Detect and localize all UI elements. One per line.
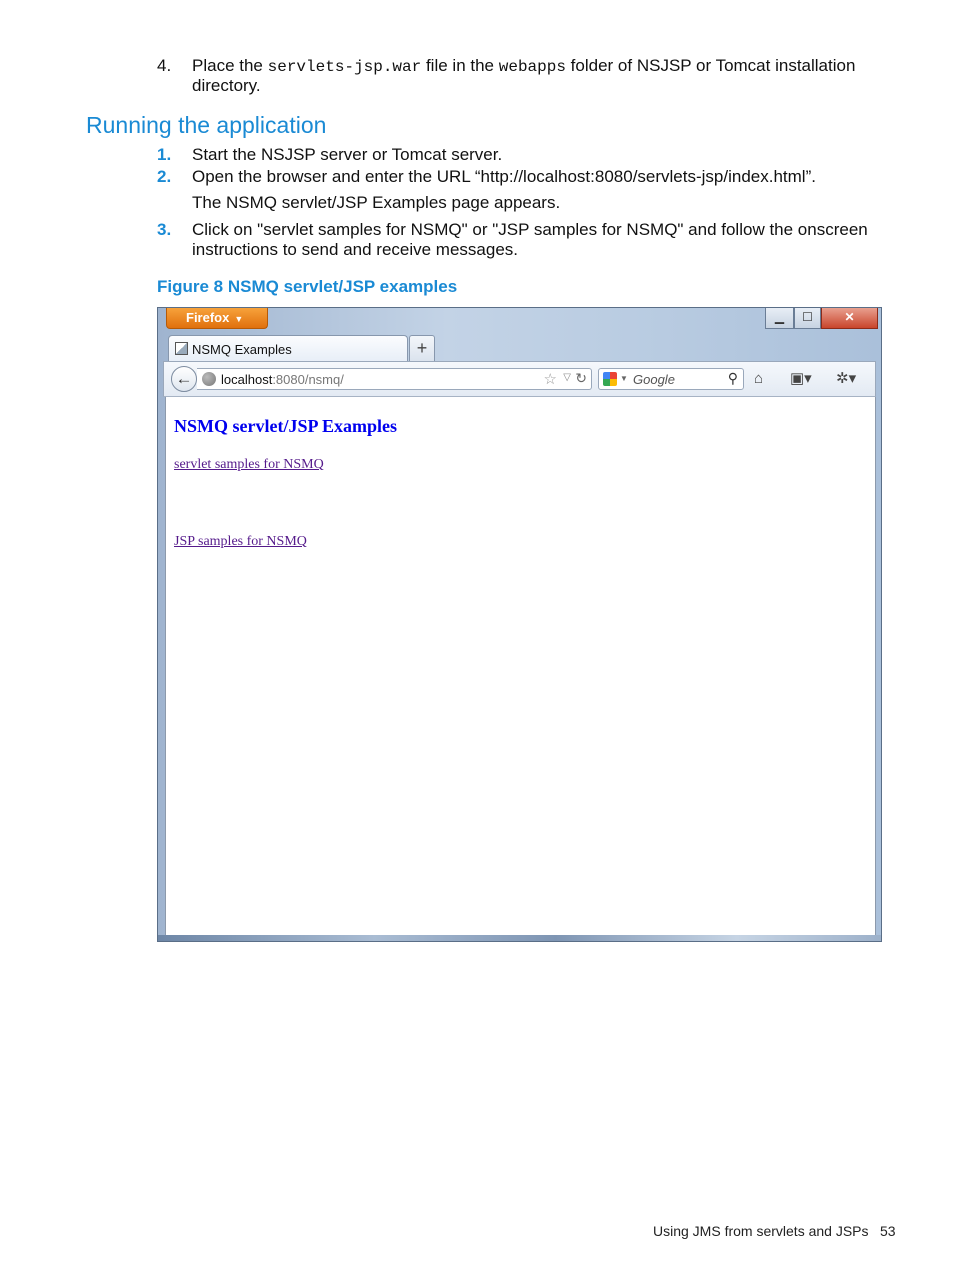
navigation-toolbar: [163, 361, 876, 397]
browser-window: [157, 307, 882, 942]
step-text: Start the NSJSP server or Tomcat server.: [192, 145, 503, 164]
firefox-menu-button[interactable]: [166, 308, 268, 329]
code-war-file: servlets-jsp.war: [267, 58, 422, 76]
search-box[interactable]: [598, 368, 744, 390]
step-4: [157, 56, 897, 76]
step-text: Open the browser and enter the URL “http://localhost:8080/servlets-jsp/index.html”.: [192, 167, 816, 186]
home-icon[interactable]: ⌂: [754, 370, 764, 387]
back-arrow-icon: ←: [175, 369, 193, 388]
jsp-samples-link[interactable]: JSP samples for NSMQ: [174, 534, 307, 549]
step-text: Click on "servlet samples for NSMQ" or "JSP samples for NSMQ" and follow the onscreen: [192, 220, 868, 239]
footer-section: Using JMS from servlets and JSPs: [653, 1223, 869, 1239]
back-button[interactable]: [171, 366, 197, 392]
dropdown-icon[interactable]: ▽: [563, 372, 571, 383]
globe-icon: [202, 372, 216, 386]
search-placeholder: Google: [633, 372, 675, 387]
firefox-menu-label: Firefox: [186, 310, 230, 325]
step-number: 1.: [157, 145, 172, 164]
bookmark-star-icon[interactable]: ☆: [543, 371, 557, 388]
page-heading: NSMQ servlet/JSP Examples: [174, 416, 397, 436]
reload-icon[interactable]: ↻: [575, 370, 587, 386]
step-text: file in the: [421, 56, 499, 75]
tab-title: NSMQ Examples: [192, 342, 292, 357]
code-webapps: webapps: [498, 58, 566, 76]
close-icon: ✕: [844, 310, 855, 324]
step-number: 4.: [157, 56, 172, 75]
maximize-button[interactable]: [794, 308, 821, 329]
close-button[interactable]: [821, 308, 878, 329]
step-note: The NSMQ servlet/JSP Examples page appears.: [192, 193, 561, 212]
new-tab-button[interactable]: +: [409, 335, 435, 361]
page-content: [165, 397, 876, 935]
minimize-icon: ▁: [774, 310, 785, 324]
section-heading: Running the application: [86, 112, 327, 138]
url-bar[interactable]: [197, 368, 592, 390]
google-icon: [603, 372, 617, 386]
window-bottom-border: [158, 935, 881, 941]
page-number: 53: [880, 1223, 896, 1239]
url-path: :8080/nsmq/: [272, 372, 344, 387]
step-number: 2.: [157, 167, 172, 186]
bookmarks-icon[interactable]: ▣▾: [790, 370, 812, 387]
step-text-line2: instructions to send and receive messages.: [192, 240, 519, 259]
figure-caption: Figure 8 NSMQ servlet/JSP examples: [157, 277, 458, 296]
dropdown-icon: ▼: [234, 314, 244, 324]
step-number: 3.: [157, 220, 172, 239]
url-host: localhost: [221, 372, 273, 387]
tab-nsmq-examples[interactable]: [168, 335, 408, 362]
step-text: Place the: [192, 56, 268, 75]
servlet-samples-link[interactable]: servlet samples for NSMQ: [174, 457, 324, 472]
minimize-button[interactable]: [765, 308, 794, 329]
addon-icon[interactable]: ✲▾: [836, 370, 857, 387]
search-icon[interactable]: ⚲: [727, 370, 738, 386]
dropdown-icon[interactable]: ▼: [620, 374, 628, 383]
url-text: [221, 372, 344, 387]
page-favicon-icon: [175, 342, 188, 355]
step-text: folder of NSJSP or Tomcat installation: [565, 56, 856, 75]
step-4-line2: directory.: [192, 76, 261, 95]
maximize-icon: ☐: [802, 310, 813, 324]
